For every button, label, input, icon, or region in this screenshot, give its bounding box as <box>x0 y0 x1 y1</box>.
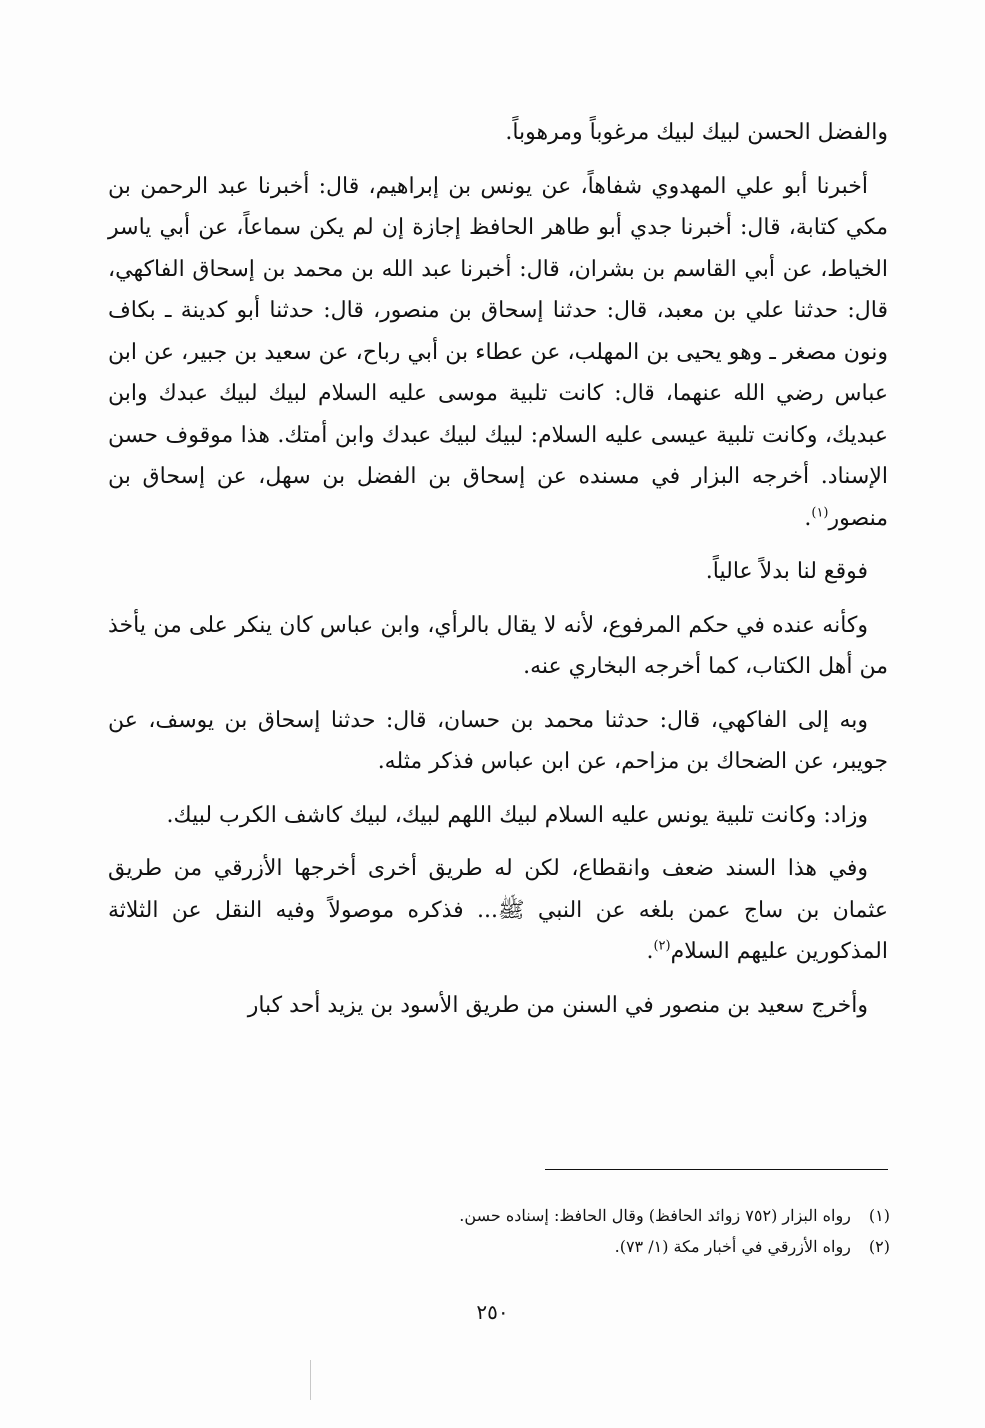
footnote-text: رواه البزار (٧٥٢ زوائد الحافظ) وقال الحافظ: إسناده حسن. <box>459 1206 851 1225</box>
footnote-1 <box>200 1200 890 1231</box>
footnote-ref-2: (٢) <box>653 938 671 954</box>
footnote-text: رواه الأزرقي في أخبار مكة (١/ ٧٣). <box>614 1237 851 1256</box>
paragraph-1: والفضل الحسن لبيك لبيك مرغوباً ومرهوباً. <box>505 120 888 145</box>
footnote-number: (١) <box>868 1206 890 1225</box>
paragraph-5: وبه إلى الفاكهي، قال: حدثنا محمد بن حسان، قال: حدثنا إسحاق بن يوسف، عن جويبر، عن الضحاك بن مزاحم، عن ابن عباس فذكر مثله. <box>108 707 888 774</box>
paragraph-6: وزاد: وكانت تلبية يونس عليه السلام لبيك اللهم لبيك، لبيك كاشف الكرب لبيك. <box>166 802 868 828</box>
page-number: ٢٥٠ <box>476 1300 509 1324</box>
paragraph-7: وفي هذا السند ضعف وانقطاع، لكن له طريق أخرى أخرجها الأزرقي من طريق عثمان بن ساج عمن بلغه عن النبي ﷺ... فذكره موصولاً وفيه النقل عن الثلاثة المذكورين عليهم السلام$^{(٢)}$. <box>108 856 888 964</box>
footnotes <box>200 1200 890 1262</box>
footnote-divider <box>545 1169 888 1170</box>
main-text <box>108 112 888 1038</box>
paragraph-4: وكأنه عنده في حكم المرفوع، لأنه لا يقال بالرأي، وابن عباس كان ينكر على من يأخذ من أهل الكتاب، كما أخرجه البخاري عنه. <box>108 612 888 679</box>
scan-mark <box>310 1360 311 1400</box>
paragraph-3: فوقع لنا بدلاً عالياً. <box>705 559 868 584</box>
paragraph-2: أخبرنا أبو علي المهدوي شفاهاً، عن يونس بن إبراهيم، قال: أخبرنا عبد الرحمن بن مكي كتابة، قال: أخبرنا جدي أبو طاهر الحافظ إجازة إن لم يكن سماعاً، عن أبي ياسر الخياط، عن أبي القاسم بن بشران، قال: أخبرنا عبد الله بن محمد بن إسحاق الفاكهي، قال: حدثنا علي بن معبد، قال: حدثنا إسحاق بن منصور، قال: حدثنا أبو كدينة ـ بكاف ونون مصغر ـ وهو يحيى بن المهلب، عن عطاء بن أبي رباح، عن سعيد بن جبير، عن ابن عباس رضي الله عنهما، قال: كانت تلبية موسى عليه السلام لبيك لبيك عبدك وابن عبديك، وكانت تلبية عيسى عليه السلام: لبيك لبيك عبدك وابن أمتك. هذا موقوف حسن الإسناد. أخرجه البزار في مسنده عن إسحاق بن الفضل بن سهل، عن إسحاق بن منصور$^{(١)}$. <box>108 173 888 531</box>
footnote-number: (٢) <box>868 1237 890 1256</box>
footnote-2 <box>200 1231 890 1262</box>
paragraph-8: وأخرج سعيد بن منصور في السنن من طريق الأسود بن يزيد أحد كبار <box>247 992 868 1018</box>
footnote-ref-1: (١) <box>811 505 829 521</box>
